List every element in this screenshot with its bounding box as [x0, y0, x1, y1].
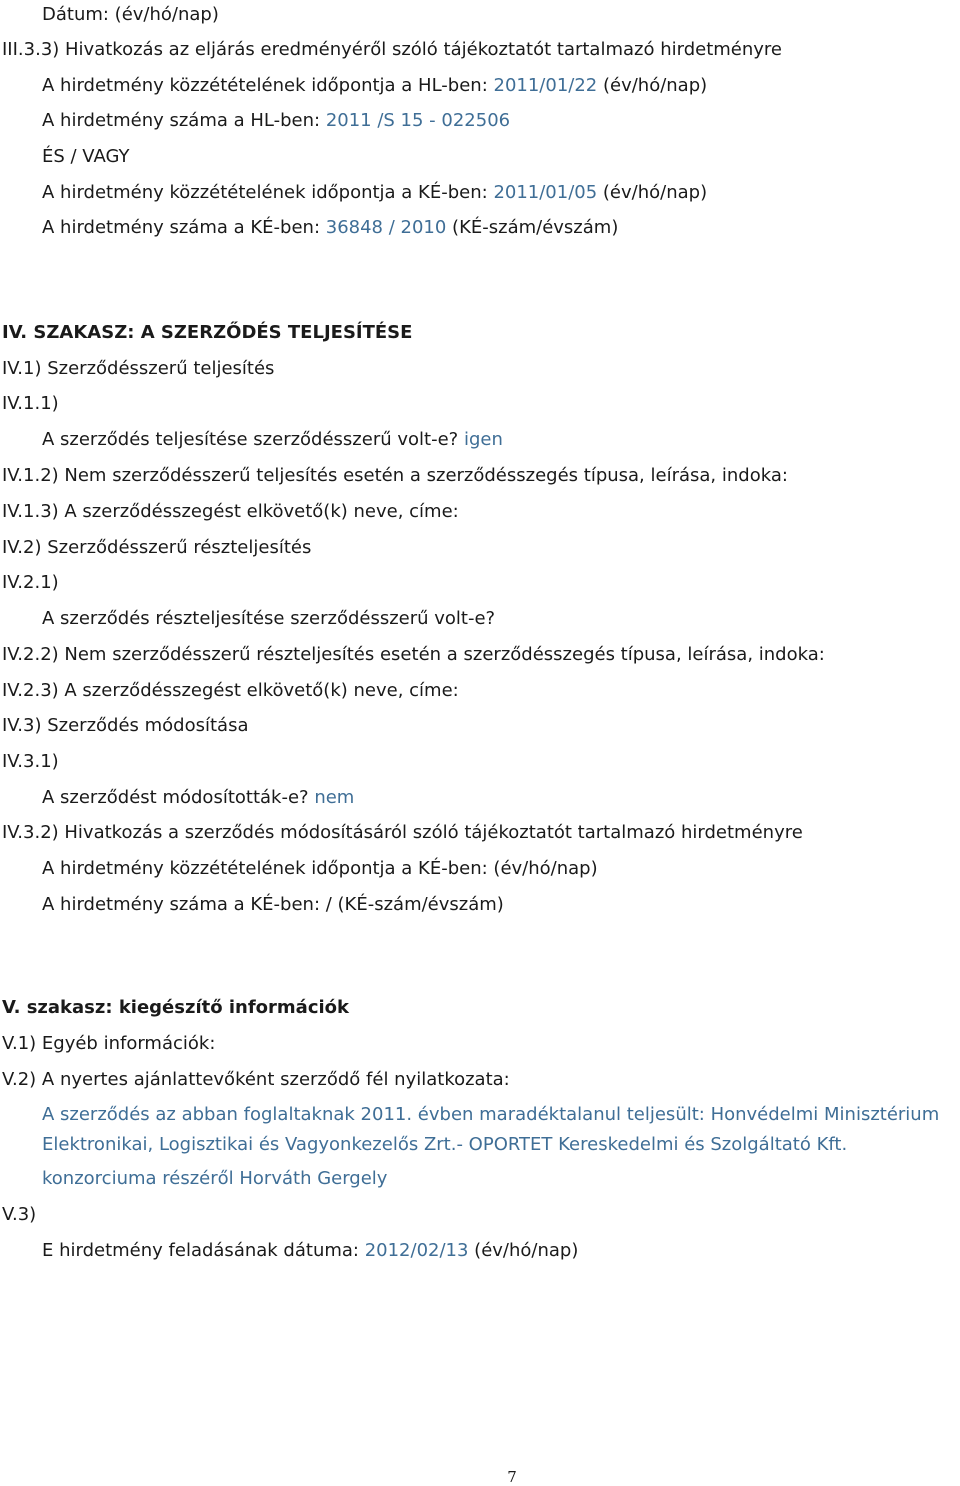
v2-statement-line-3: konzorciuma részéről Horváth Gergely [42, 1168, 388, 1189]
iv23-line: IV.2.3) A szerződésszegést elkövető(k) neve, címe: [2, 680, 459, 701]
iv11-answer: igen [463, 429, 503, 450]
date-line: Dátum: (év/hó/nap) [42, 4, 219, 25]
ke-number-line [42, 217, 618, 239]
iv21-line: IV.2.1) [2, 572, 59, 593]
section-iii33-title: III.3.3) Hivatkozás az eljárás eredményéről szóló tájékoztatót tartalmazó hirdetményre [2, 39, 783, 60]
iv32-date-line: A hirdetmény közzétételének időpontja a KÉ-ben: (év/hó/nap) [42, 858, 598, 879]
iv12-line: IV.1.2) Nem szerződésszerű teljesítés esetén a szerződésszegés típusa, leírása, indoka: [2, 465, 788, 486]
section-iv-heading: IV. SZAKASZ: A SZERZŐDÉS TELJESÍTÉSE [2, 322, 413, 343]
iv11-question: A szerződés teljesítése szerződésszerű volt-e? [42, 429, 464, 450]
iv11-question-line [42, 429, 503, 451]
ke-date-line [42, 182, 707, 204]
iv2-line: IV.2) Szerződésszerű részteljesítés [2, 537, 312, 558]
page-number: 7 [507, 1468, 517, 1486]
ke-date-suffix: (év/hó/nap) [597, 182, 708, 203]
hl-date-label: A hirdetmény közzétételének időpontja a HL-ben: [42, 75, 494, 96]
iv31-line: IV.3.1) [2, 751, 59, 772]
hl-number-line [42, 110, 510, 132]
hl-number-label: A hirdetmény száma a HL-ben: [42, 110, 326, 131]
ke-date-label: A hirdetmény közzétételének időpontja a KÉ-ben: [42, 182, 494, 203]
v2-statement-line-1: A szerződés az abban foglaltaknak 2011. évben maradéktalanul teljesült: Honvédelmi Minisztérium [42, 1104, 940, 1125]
hl-number-value: 2011 /S 15 - 022506 [325, 110, 511, 131]
iv22-line: IV.2.2) Nem szerződésszerű részteljesítés esetén a szerződésszegés típusa, leírása, indoka: [2, 644, 825, 665]
hl-date-suffix: (év/hó/nap) [597, 75, 708, 96]
hl-date-value: 2011/01/22 [493, 75, 598, 96]
iv13-line: IV.1.3) A szerződésszegést elkövető(k) neve, címe: [2, 501, 459, 522]
ke-date-value: 2011/01/05 [493, 182, 598, 203]
v3-date-line [42, 1240, 578, 1262]
ke-number-value: 36848 / 2010 [325, 217, 447, 238]
iv21-question: A szerződés részteljesítése szerződésszerű volt-e? [42, 608, 496, 629]
iv31-answer: nem [314, 787, 355, 808]
es-vagy: ÉS / VAGY [42, 146, 130, 167]
ke-number-label: A hirdetmény száma a KÉ-ben: [42, 217, 326, 238]
section-v-heading: V. szakasz: kiegészítő információk [2, 997, 350, 1018]
ke-number-suffix: (KÉ-szám/évszám) [446, 217, 619, 238]
v1-line: V.1) Egyéb információk: [2, 1033, 216, 1054]
iv31-question: A szerződést módosították-e? [42, 787, 315, 808]
iv11-line: IV.1.1) [2, 393, 59, 414]
hl-date-line [42, 75, 707, 97]
iv32-line: IV.3.2) Hivatkozás a szerződés módosításáról szóló tájékoztatót tartalmazó hirdetményre [2, 822, 803, 843]
iv1-line: IV.1) Szerződésszerű teljesítés [2, 358, 275, 379]
v3-line: V.3) [2, 1204, 37, 1225]
iv31-question-line [42, 787, 354, 809]
v3-date-suffix: (év/hó/nap) [468, 1240, 579, 1261]
v3-date-value: 2012/02/13 [364, 1240, 469, 1261]
v2-statement-line-2: Elektronikai, Logisztikai és Vagyonkezelős Zrt.- OPORTET Kereskedelmi és Szolgáltató Kft. [42, 1134, 848, 1155]
v2-line: V.2) A nyertes ajánlattevőként szerződő fél nyilatkozata: [2, 1069, 510, 1090]
iv32-number-line: A hirdetmény száma a KÉ-ben: / (KÉ-szám/évszám) [42, 894, 504, 915]
iv3-line: IV.3) Szerződés módosítása [2, 715, 249, 736]
v3-date-label: E hirdetmény feladásának dátuma: [42, 1240, 365, 1261]
